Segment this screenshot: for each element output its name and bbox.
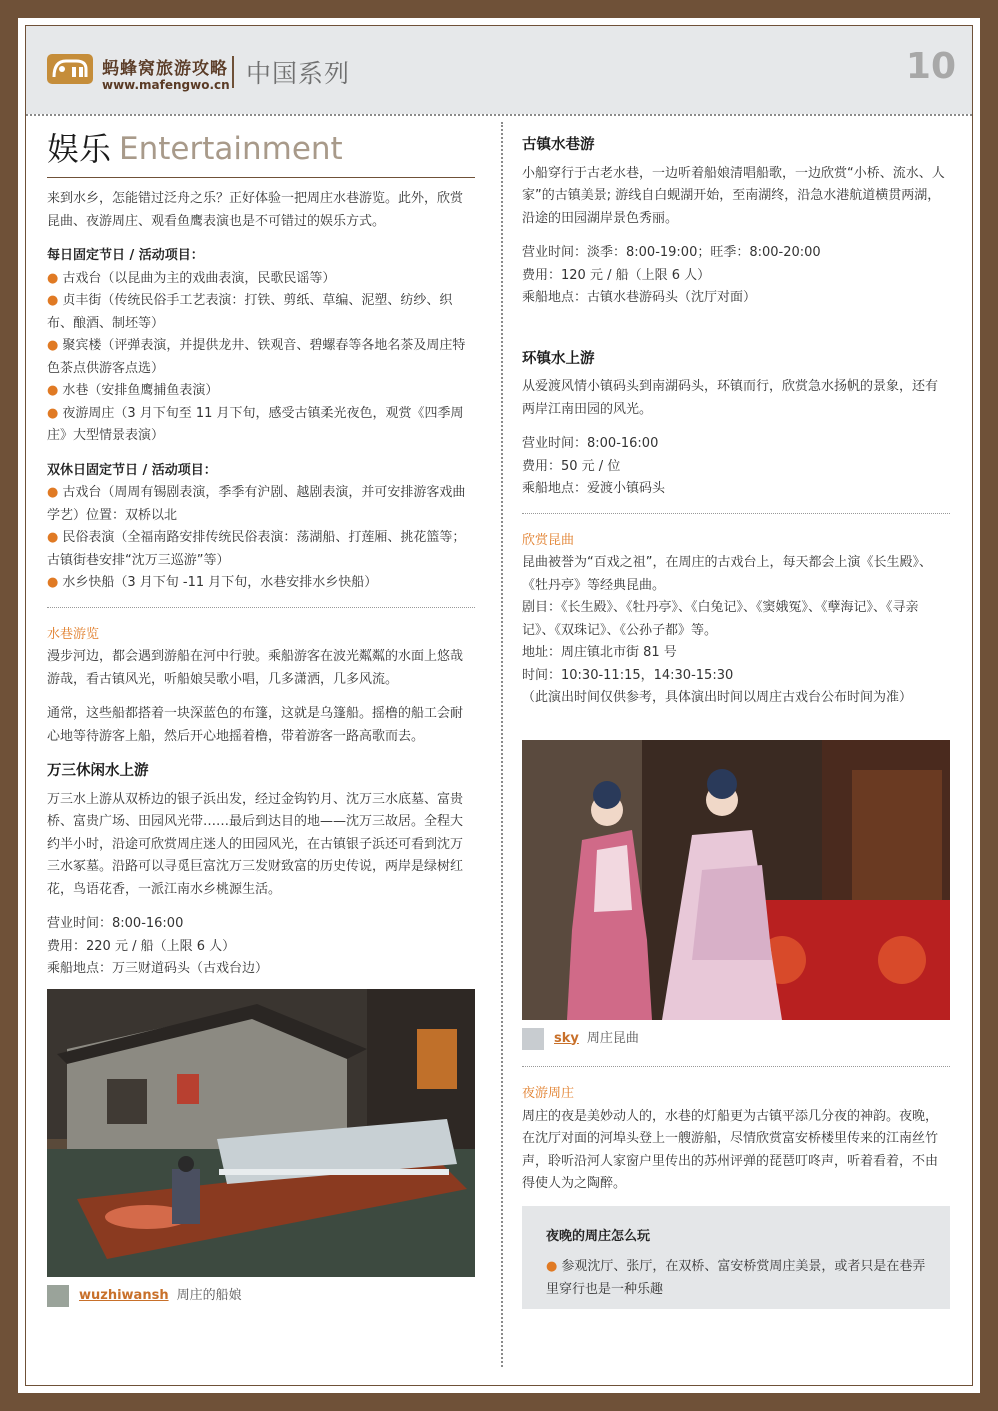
wansan-heading: 万三休闲水上游 <box>47 763 149 779</box>
bullet-icon: ● <box>47 575 59 590</box>
night-heading: 夜游周庄 <box>522 1086 575 1101</box>
wansan-dock: 乘船地点：万三财道码头（古戏台边） <box>47 961 269 976</box>
intro-paragraph: 来到水乡，怎能错过泛舟之乐？正好体验一把周庄水巷游览。此外，欣赏昆曲、夜游周庄、观看鱼鹰表演也是不可错过的娱乐方式。 <box>47 191 464 229</box>
boat-photo <box>47 989 475 1277</box>
guzhen-hours: 营业时间：淡季：8:00-19:00；旺季：8:00-20:00 <box>522 245 821 260</box>
header-separator <box>232 56 234 88</box>
bullet-icon: ● <box>47 530 59 545</box>
bullet-icon: ● <box>47 338 59 353</box>
daily-heading: 每日固定节日 / 活动项目： <box>47 248 204 263</box>
bullet-icon: ● <box>546 1259 558 1274</box>
list-item-text: 贞丰街（传统民俗手工艺表演：打铁、剪纸、草编、泥塑、纺纱、织布、酿酒、制坯等） <box>47 293 453 331</box>
list-item-text: 民俗表演（全福南路安排传统民俗表演：荡湖船、打莲厢、挑花篮等；古镇街巷安排“沈万三巡游”等） <box>47 530 466 568</box>
avatar <box>47 1285 69 1307</box>
huanzhen-paragraph: 从爱渡风情小镇码头到南湖码头，环镇而行，欣赏急水扬帆的景象，还有两岸江南田园的风光。 <box>522 379 939 417</box>
photo-credit <box>522 1028 950 1051</box>
left-column <box>47 130 475 1307</box>
wansan-hours: 营业时间：8:00-16:00 <box>47 916 184 931</box>
kunqu-photo-image <box>522 740 950 1020</box>
kunqu-address: 地址：周庄镇北市街 81 号 <box>522 645 677 660</box>
tip-heading: 夜晚的周庄怎么玩 <box>546 1228 651 1244</box>
section-title <box>47 130 475 178</box>
avatar <box>522 1028 544 1050</box>
water-paragraph-2: 通常，这些船都搭着一块深蓝色的布篷，这就是乌篷船。摇橹的船工会耐心地等待游客上船，然后开心地摇着橹，带着游客一路高歌而去。 <box>47 706 464 744</box>
page-number: 10 <box>905 46 956 87</box>
bullet-icon: ● <box>47 270 59 286</box>
tip-box <box>522 1206 950 1310</box>
photo-caption: 周庄的船娘 <box>176 1287 242 1303</box>
huanzhen-dock: 乘船地点：爱渡小镇码头 <box>522 481 666 496</box>
mafengwo-logo-icon <box>46 53 94 85</box>
kunqu-heading: 欣赏昆曲 <box>522 532 575 548</box>
column-divider <box>501 122 503 1367</box>
list-item <box>47 268 475 291</box>
tip-item <box>546 1256 926 1301</box>
series-title: 中国系列 <box>246 59 351 88</box>
huanzhen-hours: 营业时间：8:00-16:00 <box>522 436 659 451</box>
brand-name: 蚂蜂窝旅游攻略 <box>102 59 228 79</box>
photo-caption: 周庄昆曲 <box>586 1030 639 1046</box>
list-item <box>47 403 475 448</box>
kunqu-photo <box>522 740 950 1020</box>
photographer-link[interactable]: wuzhiwansh <box>79 1287 169 1303</box>
bullet-icon: ● <box>47 293 59 308</box>
brand-url: www.mafengwo.cn <box>102 78 230 92</box>
section-divider <box>522 1066 950 1067</box>
list-item <box>47 380 475 403</box>
huanzhen-fee: 费用：50 元 / 位 <box>522 458 621 474</box>
list-item <box>47 527 475 572</box>
water-paragraph-1: 漫步河边，都会遇到游船在河中行驶。乘船游客在波光粼粼的水面上悠哉游哉，看古镇风光，听船娘吴歌小唱，几多潇洒，几多风流。 <box>47 649 464 687</box>
weekend-heading: 双休日固定节日 / 活动项目： <box>47 462 217 478</box>
section-divider <box>47 607 475 608</box>
list-item <box>47 290 475 335</box>
guzhen-paragraph: 小船穿行于古老水巷，一边听着船娘清唱船歌，一边欣赏“小桥、流水、人家”的古镇美景; 游线自白蚬湖开始，至南湖终，沿急水港航道横贯两湖，沿途的田园湖岸景色秀丽。 <box>522 165 945 226</box>
wansan-fee: 费用：220 元 / 船（上限 6 人） <box>47 938 236 954</box>
list-item-text: 古戏台（周周有锡剧表演，季季有沪剧、越剧表演，并可安排游客戏曲学艺）位置：双桥以北 <box>47 485 466 523</box>
title-underline <box>47 177 475 178</box>
page <box>18 18 980 1393</box>
list-item <box>47 335 475 380</box>
night-paragraph: 周庄的夜是美妙动人的，水巷的灯船更为古镇平添几分夜的神韵。夜晚，在沈厅对面的河埠头登上一艘游船，尽情欣赏富安桥楼里传来的江南丝竹声，聆听沿河人家窗户里传出的苏州评弹的琵琶叮咚声，听着看着，不由得使人为之陶醉。 <box>522 1108 939 1191</box>
list-item-text: 水乡快船（3 月下旬 -11 月下旬，水巷安排水乡快船） <box>62 575 378 590</box>
list-item-text: 古戏台（以昆曲为主的戏曲表演，民歌民谣等） <box>62 270 336 286</box>
list-item-text: 聚宾楼（评弹表演，并提供龙井、铁观音、碧螺春等各地名茶及周庄特色茶点供游客点选） <box>47 338 466 376</box>
bullet-icon: ● <box>47 383 59 398</box>
bullet-icon: ● <box>47 485 59 500</box>
list-item <box>47 572 475 595</box>
water-heading: 水巷游览 <box>47 626 100 642</box>
list-item <box>47 482 475 527</box>
section-title-cn: 娱乐 <box>47 130 112 168</box>
list-item-text: 水巷（安排鱼鹰捕鱼表演） <box>62 383 219 398</box>
wansan-paragraph: 万三水上游从双桥边的银子浜出发，经过金钩钓月、沈万三水底墓、富贵桥、富贵广场、田园风光带……最后到达目的地——沈万三故居。全程大约半小时，沿途可欣赏周庄迷人的田园风光，在古镇银子浜还可看到沈万三水冢墓。沿路可以寻觅巨富沈万三发财致富的历史传说，两岸是绿树红花，鸟语花香，一派江南水乡桃源生活。 <box>47 791 464 897</box>
kunqu-note: （此演出时间仅供参考，具体演出时间以周庄古戏台公布时间为准） <box>522 690 913 705</box>
list-item-text: 夜游周庄（3 月下旬至 11 月下旬，感受古镇柔光夜色，观赏《四季周庄》大型情景表演） <box>47 405 464 443</box>
guzhen-fee: 费用：120 元 / 船（上限 6 人） <box>522 267 711 283</box>
guzhen-dock: 乘船地点：古镇水巷游码头（沈厅对面） <box>522 290 757 305</box>
bullet-icon: ● <box>47 405 59 421</box>
guzhen-heading: 古镇水巷游 <box>522 137 595 153</box>
kunqu-paragraph: 昆曲被誉为“百戏之祖”，在周庄的古戏台上，每天都会上演《长生殿》、《牡丹亭》等经典昆曲。 <box>522 555 932 593</box>
kunqu-repertoire: 剧目：《长生殿》、《牡丹亭》、《白兔记》、《窦娥冤》、《孽海记》、《寻亲记》、《双珠记》、《公孙子都》等。 <box>522 600 919 638</box>
section-divider <box>522 513 950 514</box>
section-title-en: Entertainment <box>119 131 343 167</box>
photo-credit <box>47 1285 475 1308</box>
boat-photo-image <box>47 989 475 1277</box>
header-divider <box>26 114 972 116</box>
tip-item-text: 参观沈厅、张厅，在双桥、富安桥赏周庄美景，或者只是在巷弄里穿行也是一种乐趣 <box>546 1259 926 1297</box>
kunqu-time: 时间：10:30-11:15，14:30-15:30 <box>522 667 734 683</box>
right-column <box>522 134 950 1309</box>
huanzhen-heading: 环镇水上游 <box>522 350 595 367</box>
photographer-link[interactable]: sky <box>554 1030 579 1046</box>
